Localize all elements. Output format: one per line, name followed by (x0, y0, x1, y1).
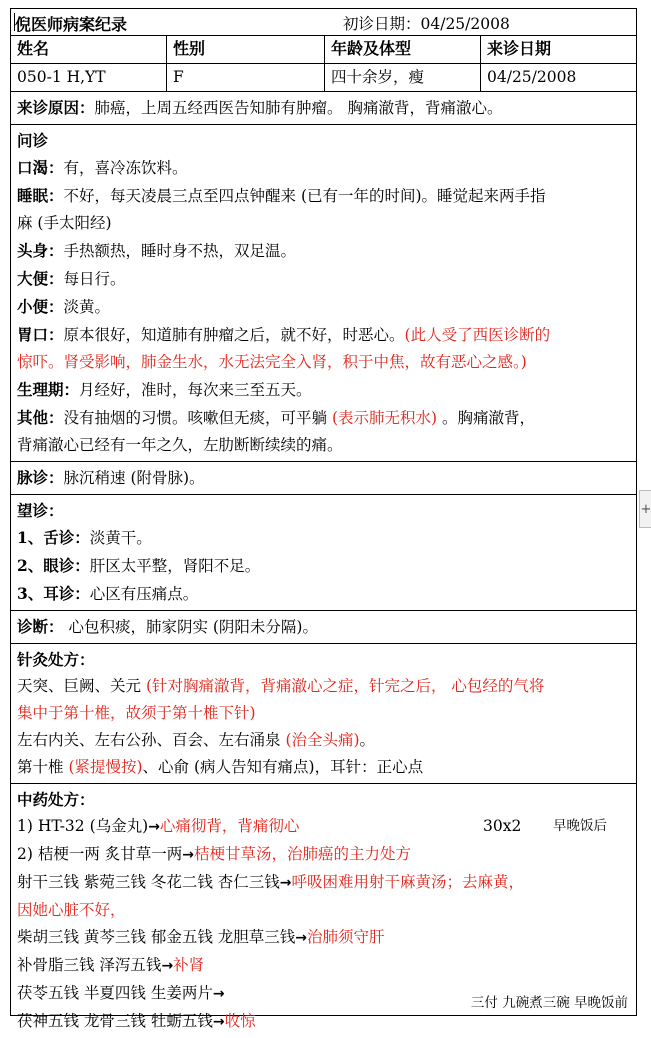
pulse-label: 脉诊： (17, 468, 64, 487)
stool-text: 每日行。 (63, 270, 126, 288)
pulse-section (11, 462, 636, 495)
record-title: 倪医师病案纪录 (15, 15, 128, 34)
arrow-icon: → (295, 930, 308, 946)
herbal-rx-7: 茯神五钱 龙骨三钱 牡蛎五钱 (17, 1012, 213, 1030)
header-age-body: 年龄及体型 (325, 36, 481, 63)
inspection-section (11, 495, 636, 611)
pulse-text: 脉沉稍速 (附骨脉)。 (63, 469, 205, 487)
first-visit-date: 初诊日期：04/25/2008 (343, 15, 510, 33)
herbal-rx-1-note: 心痛彻背，背痛彻心 (159, 817, 300, 835)
expand-button[interactable]: + (639, 490, 651, 528)
other-text: 没有抽烟的习惯。咳嗽但无痰，可平躺 (63, 409, 332, 427)
herbal-rx-1-time: 早晚饭后 (553, 818, 607, 834)
herbal-rx-5-note: 补肾 (173, 956, 205, 974)
herbal-rx-2: 2) 桔梗一两 炙甘草一两 (17, 845, 183, 863)
eye-text: 肝区太平整，肾阳不足。 (89, 557, 261, 575)
herbal-heading: 中药处方： (17, 790, 95, 809)
inquiry-section (11, 125, 636, 462)
eye-label: 2、眼诊： (17, 556, 90, 575)
head-body-text: 手热额热，睡时身不热，双足温。 (63, 242, 297, 260)
patient-visit-date: 04/25/2008 (487, 68, 577, 86)
header-name: 姓名 (11, 36, 167, 63)
acupuncture-points-3: 第十椎 (17, 758, 69, 776)
herbal-rx-1: 1) HT-32 (乌金丸) (17, 817, 149, 835)
appetite-note-cont: 惊吓。肾受影响，肺金生水，水无法完全入肾，积于中焦，故有恶心之感。) (17, 353, 527, 371)
appetite-note: (此人受了西医诊断的 (404, 326, 551, 344)
tongue-label: 1、舌诊： (17, 528, 90, 547)
acupuncture-points-3b: 、心俞 (病人告知有痛点)，耳针：正心点 (142, 758, 424, 776)
other-note: (表示肺无积水) (331, 409, 438, 427)
header-row (11, 36, 636, 64)
reason-label: 来诊原因： (17, 98, 95, 117)
acupuncture-period: 。 (359, 731, 376, 749)
patient-age-body: 四十余岁，瘦 (325, 64, 481, 91)
period-label: 生理期： (17, 380, 80, 399)
acupuncture-note-2: (治全头痛) (285, 731, 360, 749)
patient-id: 050-1 H,YT (11, 64, 167, 91)
diagnosis-text: 心包积痰，肺家阴实 (阴阳未分隔)。 (63, 618, 318, 636)
sleep-text: 不好，每天凌晨三点至四点钟醒来 (已有一年的时间)。睡觉起来两手指 (63, 187, 546, 205)
thirst-text: 有，喜冷冻饮料。 (63, 159, 188, 177)
arrow-icon: → (279, 875, 292, 891)
other-text-cont: 背痛澈心已经有一年之久，左肋断断续续的痛。 (17, 436, 343, 454)
arrow-icon: → (212, 1014, 225, 1030)
herbal-rx-6: 茯苓五钱 半夏四钱 生姜两片 (17, 984, 213, 1002)
inspection-heading: 望诊： (17, 501, 64, 520)
herbal-rx-3-note-cont: 因她心脏不好， (17, 901, 126, 919)
acupuncture-note-1-cont: 集中于第十椎，故须于第十椎下针) (17, 704, 256, 722)
arrow-icon: → (182, 847, 194, 863)
acupuncture-note-3: (紧提慢按) (68, 758, 143, 776)
diagnosis-section (11, 611, 636, 644)
reason-section (11, 92, 636, 125)
sleep-text-cont: 麻 (手太阳经) (17, 214, 112, 232)
other-label: 其他： (17, 408, 64, 427)
acupuncture-section (11, 644, 636, 784)
arrow-icon: → (161, 958, 174, 974)
title-row (11, 9, 636, 36)
urine-label: 小便： (17, 297, 64, 316)
herbal-rx-5: 补骨脂三钱 泽泻五钱 (17, 956, 162, 974)
ear-label: 3、耳诊： (17, 584, 90, 603)
appetite-label: 胃口： (17, 325, 64, 344)
ear-text: 心区有压痛点。 (89, 585, 199, 603)
arrow-icon: → (148, 819, 160, 835)
medical-record (10, 8, 637, 1030)
urine-text: 淡黄。 (63, 298, 111, 316)
diagnosis-label: 诊断： (17, 617, 64, 636)
herbal-rx-3-note: 呼吸困难用射干麻黄汤；去麻黄， (291, 873, 525, 891)
header-visit-date: 来诊日期 (487, 39, 552, 58)
other-text-b: 。胸痛澈背， (437, 409, 535, 427)
arrow-icon: → (212, 986, 225, 1002)
patient-row (11, 64, 636, 92)
herbal-rx-4-note: 治肺须守肝 (307, 928, 385, 946)
herbal-footer: 三付 九碗煮三碗 早晚饭前 (470, 995, 628, 1011)
herbal-rx-3: 射干三钱 紫菀三钱 冬花二钱 杏仁三钱 (17, 873, 280, 891)
period-text: 月经好，准时，每次来三至五天。 (79, 381, 312, 399)
stool-label: 大便： (17, 269, 64, 288)
header-gender: 性别 (167, 36, 325, 63)
acupuncture-points-1: 天突、巨阙、关元 (17, 677, 146, 695)
appetite-text: 原本很好，知道肺有肿瘤之后，就不好，时恶心。 (63, 326, 405, 344)
acupuncture-points-2: 左右内关、左右公孙、百会、左右涌泉 (17, 731, 286, 749)
patient-gender: F (167, 64, 325, 91)
sleep-label: 睡眠： (17, 186, 64, 205)
acupuncture-heading: 针灸处方： (17, 650, 95, 669)
acupuncture-note-1: (针对胸痛澈背，背痛澈心之症，针完之后， 心包经的气将 (145, 677, 545, 695)
head-body-label: 头身： (17, 241, 64, 260)
herbal-rx-2-note: 桔梗甘草汤，治肺癌的主力处方 (194, 845, 412, 863)
herbal-rx-7-note: 收惊 (224, 1012, 256, 1030)
inquiry-heading: 问诊 (17, 131, 49, 150)
herbal-rx-1-qty: 30x2 (483, 817, 522, 835)
thirst-label: 口渴： (17, 158, 64, 177)
tongue-text: 淡黄干。 (89, 529, 152, 547)
herbal-rx-4: 柴胡三钱 黄芩三钱 郁金五钱 龙胆草三钱 (17, 928, 296, 946)
reason-text: 肺癌，上周五经西医告知肺有肿瘤。 胸痛澈背，背痛澈心。 (94, 99, 503, 117)
